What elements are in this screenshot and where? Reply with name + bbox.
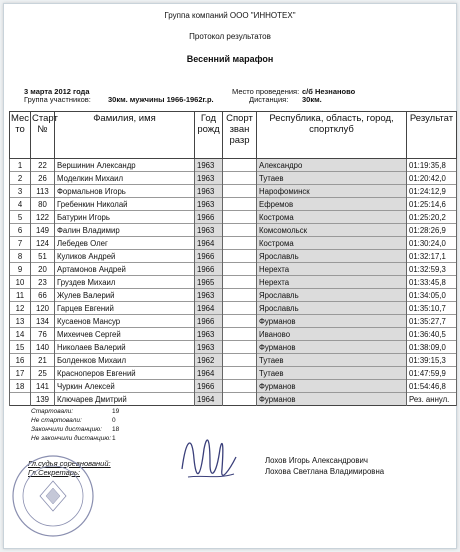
cell-rank bbox=[223, 367, 257, 380]
cell-year: 1964 bbox=[195, 367, 223, 380]
cell-result: 01:24:12,9 bbox=[407, 185, 457, 198]
cell-place: 17 bbox=[10, 367, 31, 380]
cell-name: Фалин Владимир bbox=[55, 224, 195, 237]
cell-rank bbox=[223, 198, 257, 211]
stat-label: Не закончили дистанцию: bbox=[31, 435, 112, 442]
header-rank: Спорт зван разр bbox=[223, 112, 257, 159]
cell-bib: 20 bbox=[31, 263, 55, 276]
cell-result: 01:38:09,0 bbox=[407, 341, 457, 354]
result-row bbox=[10, 354, 457, 367]
cell-place: 12 bbox=[10, 302, 31, 315]
secretary-name: Лохова Светлана Владимировна bbox=[265, 467, 385, 476]
cell-bib: 124 bbox=[31, 237, 55, 250]
cell-rank bbox=[223, 393, 257, 406]
protocol-title: Протокол результатов bbox=[189, 32, 271, 41]
cell-place: 18 bbox=[10, 380, 31, 393]
result-row bbox=[10, 198, 457, 211]
cell-name: Куликов Андрей bbox=[55, 250, 195, 263]
cell-club: Ярославль bbox=[257, 289, 407, 302]
result-row bbox=[10, 276, 457, 289]
result-row bbox=[10, 289, 457, 302]
cell-result: 01:30:24,0 bbox=[407, 237, 457, 250]
result-row bbox=[10, 237, 457, 250]
cell-name: Кусаенов Мансур bbox=[55, 315, 195, 328]
cell-place: 10 bbox=[10, 276, 31, 289]
cell-year: 1963 bbox=[195, 159, 223, 172]
cell-club: Тутаев bbox=[257, 354, 407, 367]
cell-club: Ярославль bbox=[257, 302, 407, 315]
result-row bbox=[10, 393, 457, 406]
result-row bbox=[10, 224, 457, 237]
cell-rank bbox=[223, 159, 257, 172]
cell-club: Ефремов bbox=[257, 198, 407, 211]
stat-label: Закончили дистанцию: bbox=[31, 426, 102, 433]
cell-name: Вершинин Александр bbox=[55, 159, 195, 172]
event-title: Весенний марафон bbox=[186, 54, 274, 64]
cell-club: Фурманов bbox=[257, 393, 407, 406]
cell-club: Комсомольск bbox=[257, 224, 407, 237]
result-row bbox=[10, 263, 457, 276]
cell-rank bbox=[223, 302, 257, 315]
cell-club: Кострома bbox=[257, 211, 407, 224]
cell-bib: 141 bbox=[31, 380, 55, 393]
cell-year: 1966 bbox=[195, 263, 223, 276]
cell-rank bbox=[223, 224, 257, 237]
cell-result: 01:28:26,9 bbox=[407, 224, 457, 237]
cell-place: 4 bbox=[10, 198, 31, 211]
cell-name: Ключарев Дмитрий bbox=[55, 393, 195, 406]
result-row bbox=[10, 315, 457, 328]
stat-value: 18 bbox=[112, 426, 120, 433]
cell-club: Фурманов bbox=[257, 315, 407, 328]
cell-rank bbox=[223, 211, 257, 224]
cell-bib: 26 bbox=[31, 172, 55, 185]
stat-value: 1 bbox=[112, 435, 116, 442]
cell-place: 7 bbox=[10, 237, 31, 250]
result-row bbox=[10, 250, 457, 263]
cell-name: Батурин Игорь bbox=[55, 211, 195, 224]
group-label: Группа участников: bbox=[24, 95, 91, 104]
organization-name: Группа компаний ООО "ИННОТЕХ" bbox=[164, 11, 296, 20]
cell-result: 01:35:10,7 bbox=[407, 302, 457, 315]
header-club: Республика, область, город, спортклуб bbox=[257, 112, 407, 159]
cell-name: Красноперов Евгений bbox=[55, 367, 195, 380]
cell-result: 01:39:15,3 bbox=[407, 354, 457, 367]
cell-year: 1962 bbox=[195, 354, 223, 367]
cell-name: Николаев Валерий bbox=[55, 341, 195, 354]
cell-year: 1964 bbox=[195, 237, 223, 250]
cell-name: Гарцев Евгений bbox=[55, 302, 195, 315]
result-row bbox=[10, 159, 457, 172]
cell-rank bbox=[223, 185, 257, 198]
cell-club: Нерехта bbox=[257, 276, 407, 289]
cell-result: 01:25:14,6 bbox=[407, 198, 457, 211]
cell-name: Жулев Валерий bbox=[55, 289, 195, 302]
cell-rank bbox=[223, 263, 257, 276]
cell-place: 9 bbox=[10, 263, 31, 276]
cell-bib: 140 bbox=[31, 341, 55, 354]
cell-place: 16 bbox=[10, 354, 31, 367]
cell-year: 1963 bbox=[195, 341, 223, 354]
cell-result: 01:33:45,8 bbox=[407, 276, 457, 289]
cell-place: 1 bbox=[10, 159, 31, 172]
cell-year: 1963 bbox=[195, 328, 223, 341]
cell-bib: 76 bbox=[31, 328, 55, 341]
cell-name: Артамонов Андрей bbox=[55, 263, 195, 276]
cell-bib: 21 bbox=[31, 354, 55, 367]
cell-bib: 66 bbox=[31, 289, 55, 302]
cell-year: 1966 bbox=[195, 250, 223, 263]
cell-place: 11 bbox=[10, 289, 31, 302]
result-row bbox=[10, 341, 457, 354]
cell-club: Фурманов bbox=[257, 380, 407, 393]
results-header-row bbox=[10, 112, 457, 159]
cell-rank bbox=[223, 354, 257, 367]
cell-bib: 51 bbox=[31, 250, 55, 263]
official-stamp bbox=[8, 451, 98, 541]
secretary-label: Гл.Секретарь: bbox=[28, 468, 80, 477]
cell-year: 1963 bbox=[195, 185, 223, 198]
cell-rank bbox=[223, 315, 257, 328]
cell-rank bbox=[223, 289, 257, 302]
cell-name: Чуркин Алексей bbox=[55, 380, 195, 393]
cell-club: Кострома bbox=[257, 237, 407, 250]
cell-name: Михеичев Сергей bbox=[55, 328, 195, 341]
cell-club: Ярославль bbox=[257, 250, 407, 263]
cell-result: 01:19:35,8 bbox=[407, 159, 457, 172]
cell-result: 01:54:46,8 bbox=[407, 380, 457, 393]
result-row bbox=[10, 211, 457, 224]
cell-place: 15 bbox=[10, 341, 31, 354]
stat-label: Стартовали: bbox=[31, 408, 74, 415]
distance-label: Дистанция: bbox=[249, 95, 289, 104]
cell-club: Нерехта bbox=[257, 263, 407, 276]
cell-rank bbox=[223, 380, 257, 393]
cell-year: 1965 bbox=[195, 276, 223, 289]
result-row bbox=[10, 172, 457, 185]
cell-result: 01:25:20,2 bbox=[407, 211, 457, 224]
place-label: Место проведения: bbox=[232, 87, 300, 96]
stat-label: Не стартовали: bbox=[31, 417, 82, 424]
cell-place: 14 bbox=[10, 328, 31, 341]
cell-result: 01:47:59,9 bbox=[407, 367, 457, 380]
cell-year: 1964 bbox=[195, 302, 223, 315]
cell-result: 01:32:17,1 bbox=[407, 250, 457, 263]
cell-name: Лебедев Олег bbox=[55, 237, 195, 250]
cell-rank bbox=[223, 276, 257, 289]
cell-name: Формальнов Игорь bbox=[55, 185, 195, 198]
cell-place bbox=[10, 393, 31, 406]
header-result: Результат bbox=[407, 112, 457, 159]
result-row bbox=[10, 380, 457, 393]
cell-place: 3 bbox=[10, 185, 31, 198]
cell-result: 01:34:05,0 bbox=[407, 289, 457, 302]
cell-name: Гребенкин Николай bbox=[55, 198, 195, 211]
cell-rank bbox=[223, 328, 257, 341]
header-name: Фамилия, имя bbox=[55, 112, 195, 159]
cell-club: Тутаев bbox=[257, 367, 407, 380]
cell-bib: 122 bbox=[31, 211, 55, 224]
cell-year: 1966 bbox=[195, 380, 223, 393]
cell-year: 1963 bbox=[195, 224, 223, 237]
cell-result: 01:35:27,7 bbox=[407, 315, 457, 328]
judge-label: Гл.судья соревнований: bbox=[28, 459, 111, 468]
cell-result: Рез. аннул. bbox=[407, 393, 457, 406]
stat-value: 0 bbox=[112, 417, 116, 424]
stat-value: 19 bbox=[112, 408, 120, 415]
cell-club: Александро bbox=[257, 159, 407, 172]
cell-bib: 80 bbox=[31, 198, 55, 211]
cell-result: 01:20:42,0 bbox=[407, 172, 457, 185]
cell-year: 1964 bbox=[195, 393, 223, 406]
cell-rank bbox=[223, 341, 257, 354]
cell-rank bbox=[223, 237, 257, 250]
cell-year: 1966 bbox=[195, 211, 223, 224]
cell-place: 13 bbox=[10, 315, 31, 328]
result-row bbox=[10, 302, 457, 315]
cell-name: Болденков Михаил bbox=[55, 354, 195, 367]
cell-year: 1966 bbox=[195, 315, 223, 328]
cell-bib: 134 bbox=[31, 315, 55, 328]
cell-year: 1963 bbox=[195, 172, 223, 185]
cell-club: Иваново bbox=[257, 328, 407, 341]
cell-rank bbox=[223, 250, 257, 263]
cell-place: 6 bbox=[10, 224, 31, 237]
cell-club: Фурманов bbox=[257, 341, 407, 354]
cell-year: 1963 bbox=[195, 289, 223, 302]
group-value: 30км. мужчины 1966-1962г.р. bbox=[108, 95, 214, 104]
result-row bbox=[10, 185, 457, 198]
results-table bbox=[9, 111, 457, 406]
result-row bbox=[10, 328, 457, 341]
cell-year: 1963 bbox=[195, 198, 223, 211]
handwritten-signature bbox=[174, 429, 244, 489]
cell-club: Нарофоминск bbox=[257, 185, 407, 198]
cell-rank bbox=[223, 172, 257, 185]
header-place: Мес то bbox=[10, 112, 31, 159]
header-year: Год рожд bbox=[195, 112, 223, 159]
cell-place: 8 bbox=[10, 250, 31, 263]
event-date: 3 марта 2012 года bbox=[24, 87, 90, 96]
cell-place: 2 bbox=[10, 172, 31, 185]
cell-name: Моделкин Михаил bbox=[55, 172, 195, 185]
judge-name: Лохов Игорь Александрович bbox=[265, 456, 368, 465]
distance-value: 30км. bbox=[302, 95, 322, 104]
cell-place: 5 bbox=[10, 211, 31, 224]
protocol-sheet bbox=[3, 3, 457, 549]
cell-bib: 22 bbox=[31, 159, 55, 172]
cell-bib: 23 bbox=[31, 276, 55, 289]
place-value: с/б Незнаново bbox=[302, 87, 356, 96]
cell-name: Груздев Михаил bbox=[55, 276, 195, 289]
cell-bib: 139 bbox=[31, 393, 55, 406]
cell-bib: 113 bbox=[31, 185, 55, 198]
cell-club: Тутаев bbox=[257, 172, 407, 185]
cell-result: 01:36:40,5 bbox=[407, 328, 457, 341]
header-bib: Старт № bbox=[31, 112, 55, 159]
cell-bib: 149 bbox=[31, 224, 55, 237]
result-row bbox=[10, 367, 457, 380]
cell-bib: 25 bbox=[31, 367, 55, 380]
cell-result: 01:32:59,3 bbox=[407, 263, 457, 276]
cell-bib: 120 bbox=[31, 302, 55, 315]
